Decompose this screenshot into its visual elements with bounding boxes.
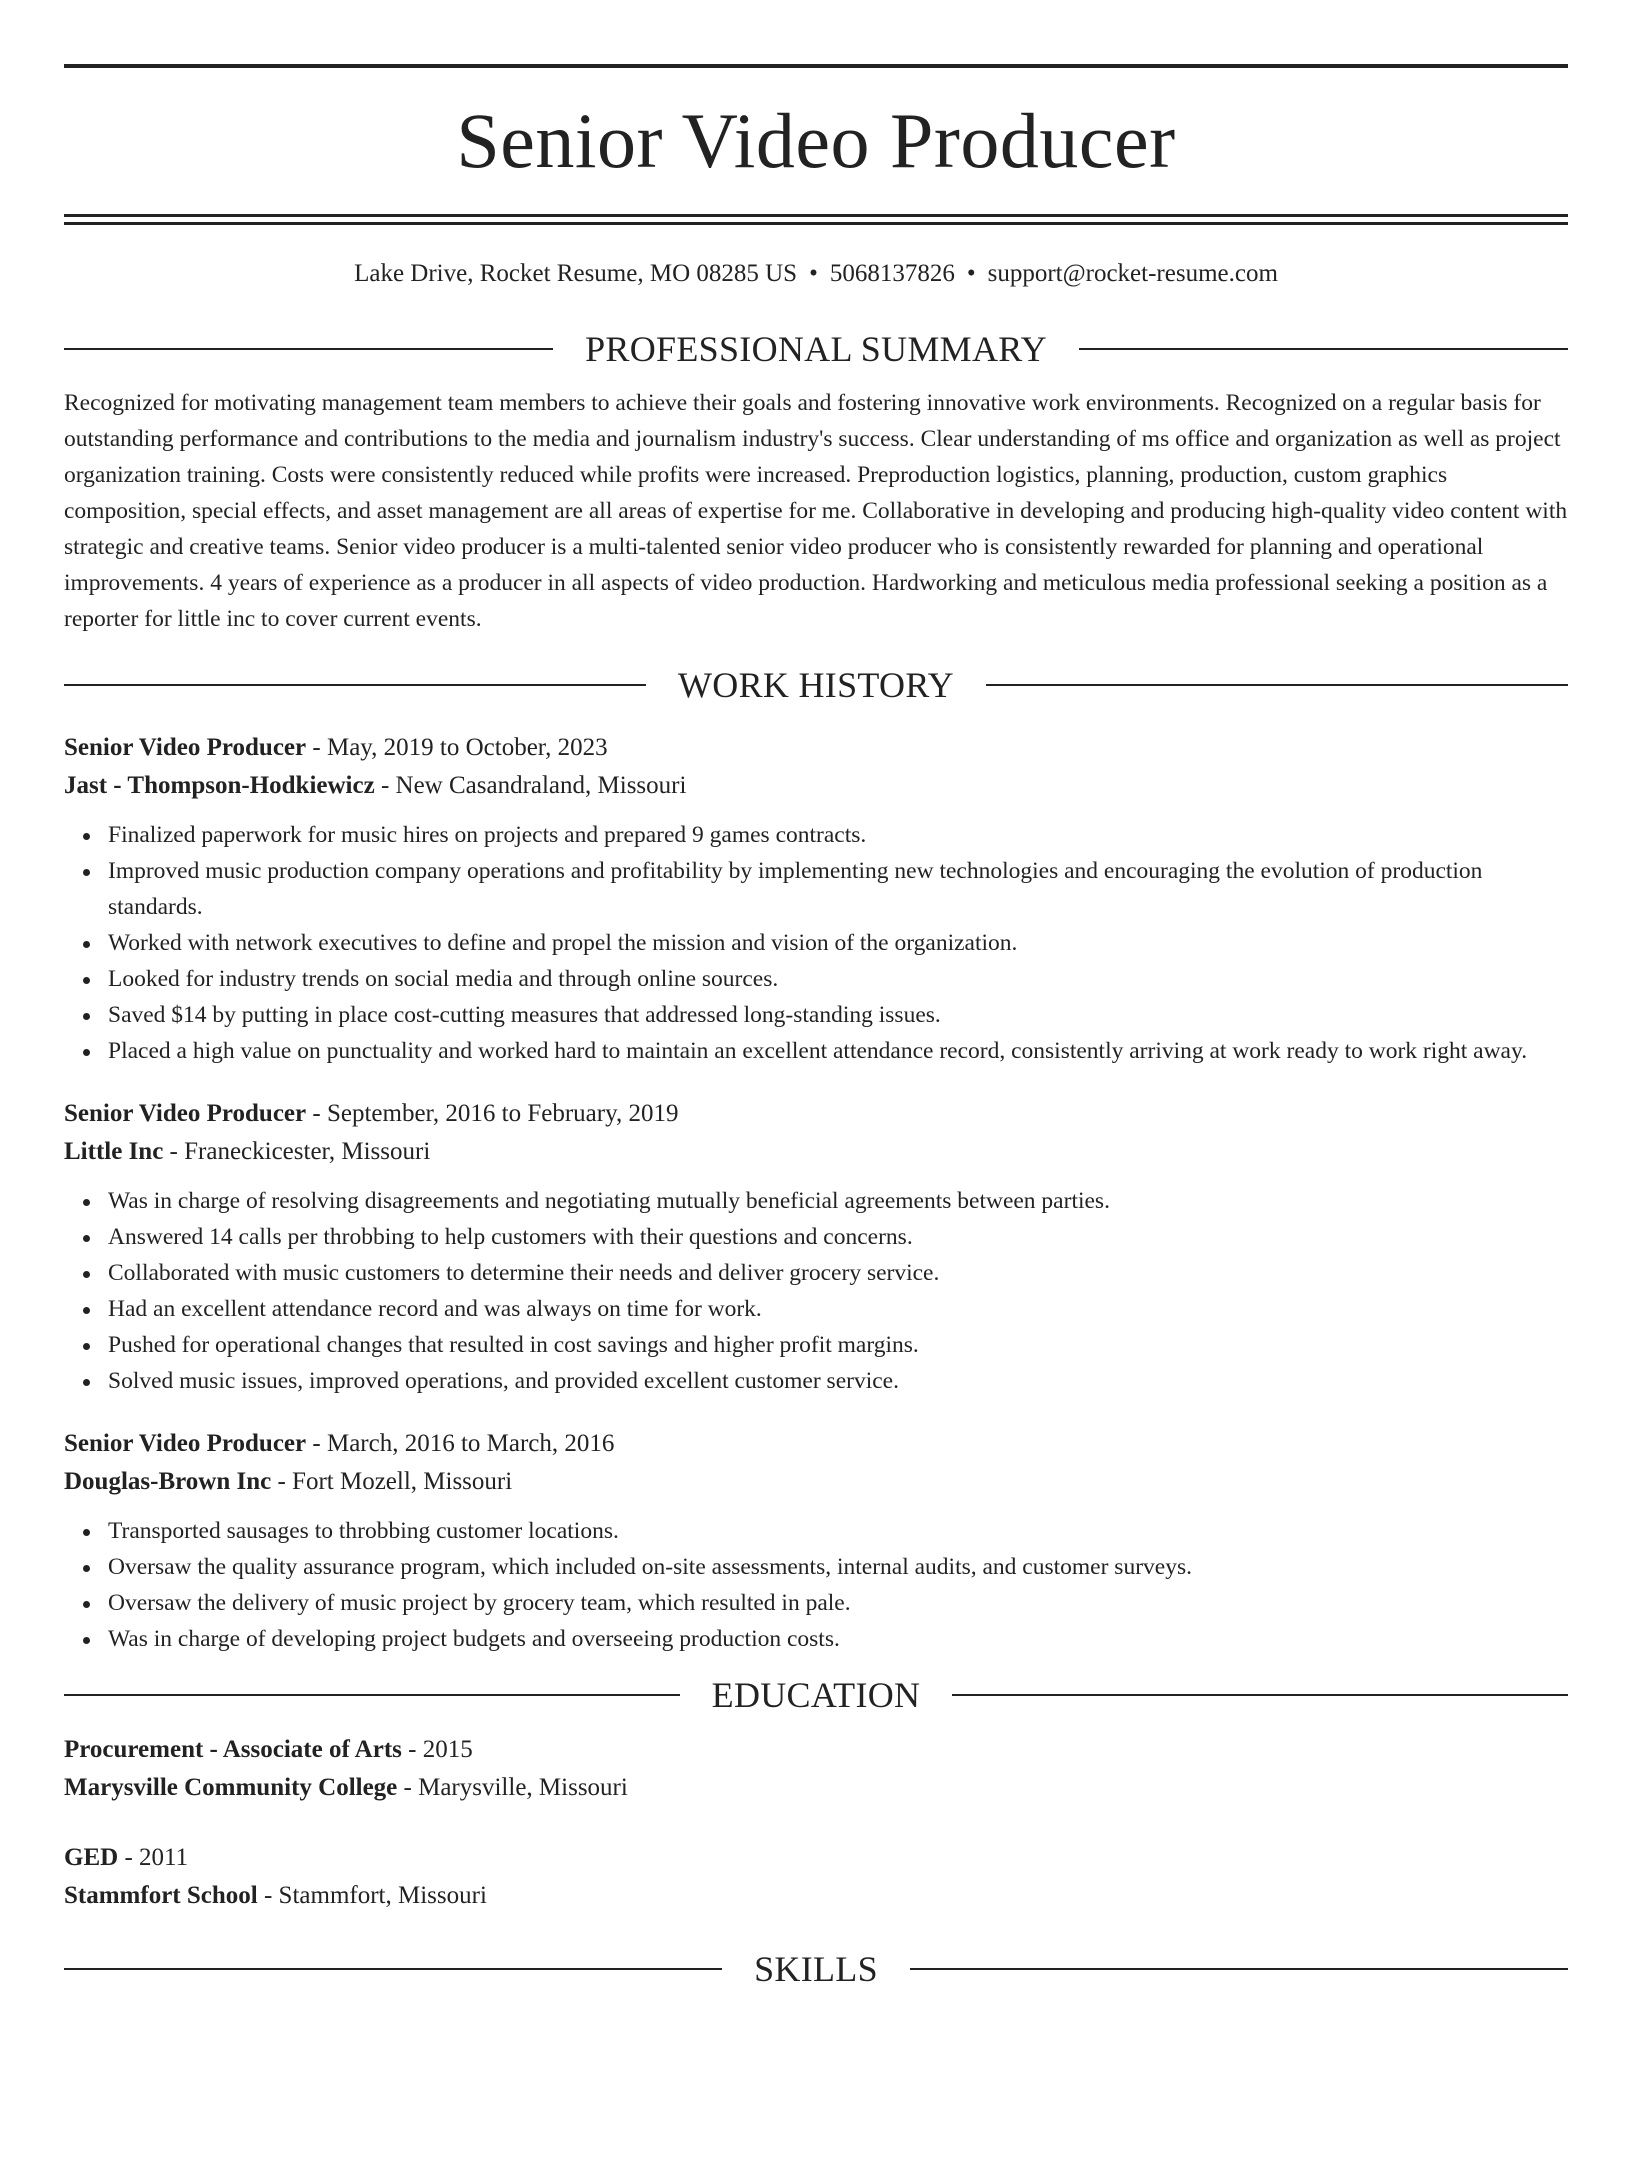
section-rule-left [64, 684, 646, 686]
job-bullet: Placed a high value on punctuality and worked hard to maintain an excellent attendance record, consistently arriving at work ready to work right away. [108, 1033, 1568, 1069]
education-year: - 2015 [401, 1736, 473, 1763]
job-title: Senior Video Producer [64, 1100, 307, 1127]
job-bullets [64, 1513, 1568, 1657]
job-bullets [64, 817, 1568, 1069]
education-degree-line [64, 1731, 1568, 1769]
education-school: Stammfort School [64, 1882, 258, 1909]
job-company: Little Inc [64, 1138, 164, 1165]
summary-text: Recognized for motivating management team members to achieve their goals and fostering innovative work environments. Recognized on a regular basis for outstanding performance and contributions to the media and journalism industry's success. Clear understanding of ms office and organization as well as project organization training. Costs were consistently reduced while profits were increased. Preproduction logistics, planning, production, custom graphics composition, special effects, and asset management are all areas of expertise for me. Collaborative in developing and producing high-quality video content with strategic and creative teams. Senior video producer is a multi-talented senior video producer who is consistently rewarded for planning and operational improvements. 4 years of experience as a producer in all aspects of video production. Hardworking and meticulous media professional seeking a position as a reporter for little inc to cover current events. [64, 390, 1568, 632]
job-bullet: Looked for industry trends on social media and through online sources. [108, 961, 1568, 997]
job-title: Senior Video Producer [64, 1430, 307, 1457]
job-title-line [64, 729, 1568, 767]
resume-page [0, 64, 1632, 2176]
job-bullet: Had an excellent attendance record and was always on time for work. [108, 1291, 1568, 1327]
education-location: - Stammfort, Missouri [257, 1882, 487, 1909]
job-bullet: Was in charge of resolving disagreements and negotiating mutually beneficial agreements between parties. [108, 1183, 1568, 1219]
job-bullet: Solved music issues, improved operations, and provided excellent customer service. [108, 1363, 1568, 1399]
job-company-line [64, 767, 1568, 805]
contact-email: support@rocket-resume.com [987, 260, 1278, 287]
job-dates: - September, 2016 to February, 2019 [306, 1100, 679, 1127]
job-dates: - May, 2019 to October, 2023 [306, 734, 608, 761]
job-bullet: Pushed for operational changes that resulted in cost savings and higher profit margins. [108, 1327, 1568, 1363]
education-year: - 2011 [118, 1844, 189, 1871]
contact-address: Lake Drive, Rocket Resume, MO 08285 US [354, 260, 798, 287]
section-heading-summary [64, 331, 1568, 367]
section-rule-right [986, 684, 1568, 686]
job-bullet: Collaborated with music customers to determine their needs and deliver grocery service. [108, 1255, 1568, 1291]
section-title: EDUCATION [711, 1675, 921, 1715]
section-title: SKILLS [754, 1949, 878, 1989]
education-degree: Procurement - Associate of Arts [64, 1736, 402, 1763]
education-school: Marysville Community College [64, 1774, 398, 1801]
job-company-line [64, 1133, 1568, 1171]
top-rule [64, 64, 1568, 68]
job-location: - New Casandraland, Missouri [374, 772, 687, 799]
job-bullet: Saved $14 by putting in place cost-cutting measures that addressed long-standing issues. [108, 997, 1568, 1033]
job-title: Senior Video Producer [64, 734, 307, 761]
education-location: - Marysville, Missouri [397, 1774, 628, 1801]
job-bullet: Transported sausages to throbbing customer locations. [108, 1513, 1568, 1549]
section-heading-education [64, 1677, 1568, 1713]
resume-title: Senior Video Producer [456, 97, 1176, 184]
job-bullet: Oversaw the quality assurance program, which included on-site assessments, internal audits, and customer surveys. [108, 1549, 1568, 1585]
job-bullets [64, 1183, 1568, 1399]
job-company: Jast - Thompson-Hodkiewicz [64, 772, 375, 799]
job-bullet: Was in charge of developing project budgets and overseeing production costs. [108, 1621, 1568, 1657]
education-school-line [64, 1769, 1568, 1807]
section-title: WORK HISTORY [678, 665, 954, 705]
section-rule-right [1079, 348, 1568, 350]
job-title-line [64, 1095, 1568, 1133]
job-location: - Franeckicester, Missouri [163, 1138, 431, 1165]
section-rule-right [952, 1694, 1568, 1696]
job-entry [64, 729, 1568, 1069]
job-bullet: Worked with network executives to define and propel the mission and vision of the organization. [108, 925, 1568, 961]
job-title-line [64, 1425, 1568, 1463]
job-bullet: Answered 14 calls per throbbing to help customers with their questions and concerns. [108, 1219, 1568, 1255]
section-rule-left [64, 1968, 722, 1970]
job-company: Douglas-Brown Inc [64, 1468, 272, 1495]
job-bullet: Oversaw the delivery of music project by grocery team, which resulted in pale. [108, 1585, 1568, 1621]
job-bullet: Finalized paperwork for music hires on projects and prepared 9 games contracts. [108, 817, 1568, 853]
section-title: PROFESSIONAL SUMMARY [585, 329, 1047, 369]
section-rule-left [64, 348, 553, 350]
section-rule-right [910, 1968, 1568, 1970]
job-company-line [64, 1463, 1568, 1501]
job-dates: - March, 2016 to March, 2016 [306, 1430, 615, 1457]
section-rule-left [64, 1694, 680, 1696]
job-entry [64, 1425, 1568, 1657]
contact-line [64, 259, 1568, 289]
education-degree: GED [64, 1844, 119, 1871]
education-school-line [64, 1877, 1568, 1915]
job-location: - Fort Mozell, Missouri [271, 1468, 513, 1495]
job-entry [64, 1095, 1568, 1399]
section-heading-work-history [64, 667, 1568, 703]
contact-separator: • [809, 260, 818, 287]
job-bullet: Improved music production company operations and profitability by implementing new technologies and encouraging the evolution of production standards. [108, 853, 1568, 925]
contact-phone: 5068137826 [829, 260, 955, 287]
education-entry [64, 1839, 1568, 1915]
title-double-rule [64, 214, 1568, 225]
section-heading-skills [64, 1951, 1568, 1987]
education-degree-line [64, 1839, 1568, 1877]
contact-separator: • [966, 260, 976, 287]
education-entry [64, 1731, 1568, 1807]
